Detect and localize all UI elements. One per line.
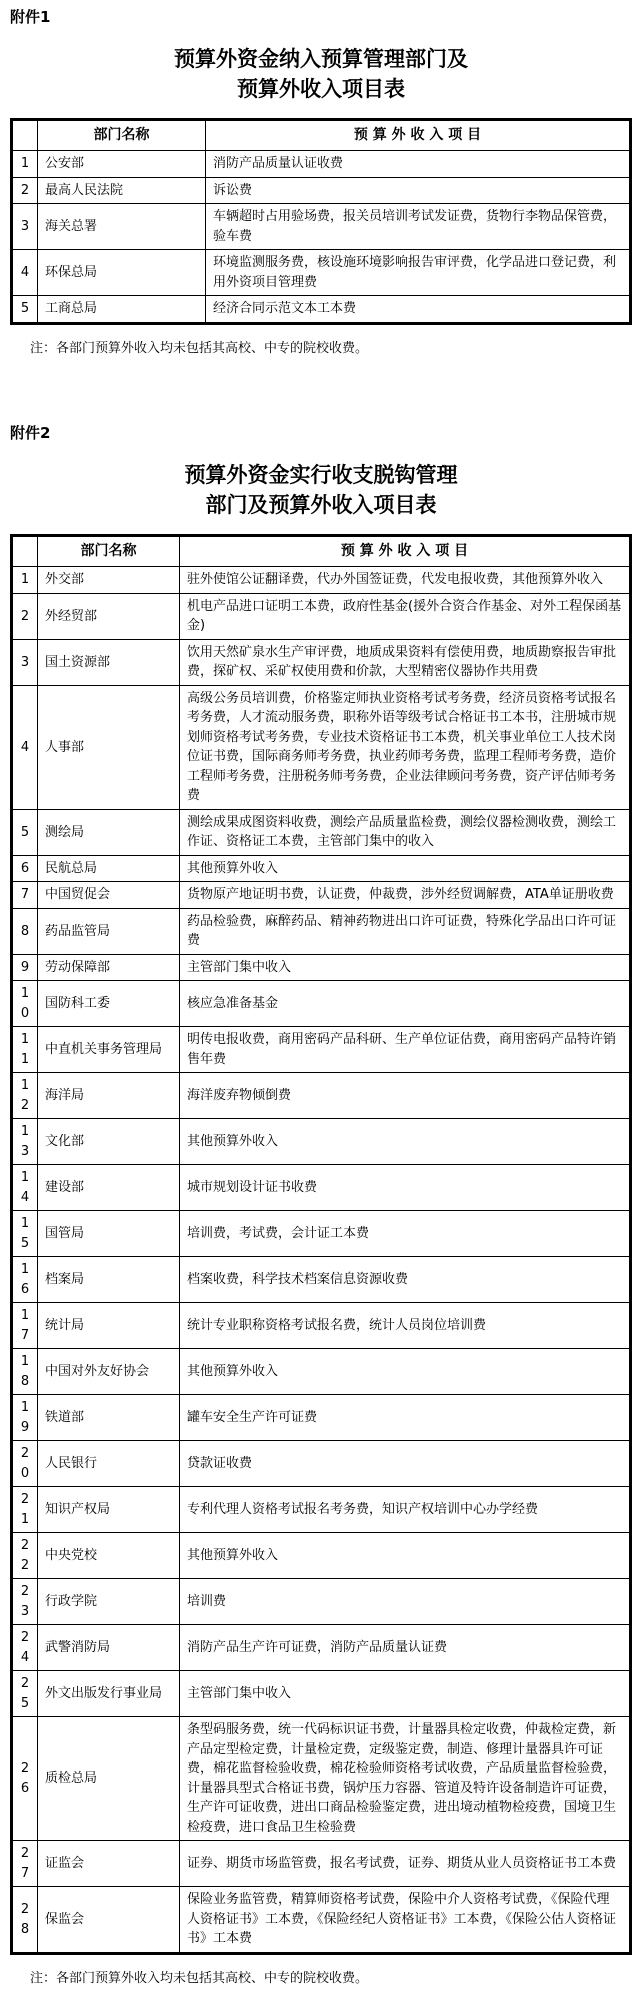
attachment-2-table <box>10 534 632 1955</box>
row-number-cell: 15 <box>12 1211 38 1257</box>
table-row <box>12 1487 631 1533</box>
income-items-cell: 饮用天然矿泉水生产审评费，地质成果资料有偿使用费，地质勘察报告审批费，探矿权、采矿权使用费和价款，大型精密仪器协作共用费 <box>180 639 631 685</box>
income-items-cell: 消防产品生产许可证费，消防产品质量认证费 <box>180 1625 631 1671</box>
table-header-row <box>12 120 631 151</box>
income-items-cell: 其他预算外收入 <box>180 1349 631 1395</box>
department-cell: 知识产权局 <box>38 1487 180 1533</box>
department-cell: 中央党校 <box>38 1533 180 1579</box>
row-number-cell: 4 <box>12 685 38 809</box>
income-items-cell: 城市规划设计证书收费 <box>180 1165 631 1211</box>
row-number-cell: 5 <box>12 296 38 324</box>
table-row <box>12 1395 631 1441</box>
attachment-1-label: 附件1 <box>10 8 51 26</box>
department-cell: 证监会 <box>38 1841 180 1887</box>
department-cell: 人事部 <box>38 685 180 809</box>
department-cell: 统计局 <box>38 1303 180 1349</box>
table-row <box>12 151 631 178</box>
income-items-cell: 其他预算外收入 <box>180 1119 631 1165</box>
department-cell: 外经贸部 <box>38 593 180 639</box>
department-cell: 质检总局 <box>38 1717 180 1841</box>
department-cell: 保监会 <box>38 1887 180 1954</box>
row-number-cell: 13 <box>12 1119 38 1165</box>
attachment-1-title <box>8 44 634 105</box>
row-number-cell: 1 <box>12 567 38 594</box>
income-items-cell: 海洋废弃物倾倒费 <box>180 1073 631 1119</box>
header-number-cell <box>12 536 38 567</box>
row-number-cell: 20 <box>12 1441 38 1487</box>
table-row <box>12 1027 631 1073</box>
table-row <box>12 1625 631 1671</box>
table-row <box>12 855 631 882</box>
row-number-cell: 2 <box>12 593 38 639</box>
income-items-cell: 保险业务监管费，精算师资格考试费，保险中介人资格考试费，《保险代理人资格证书》工本费，《保险经纪人资格证书》工本费，《保险公估人资格证书》工本费 <box>180 1887 631 1954</box>
income-items-cell: 条型码服务费，统一代码标识证书费，计量器具检定收费，仲裁检定费，新产品定型检定费，计量检定费，定级鉴定费，制造、修理计量器具许可证费，棉花监督检验收费，棉花检验师资格考试收费，产品质量监督检验费，计量器具型式合格证书费，锅炉压力容器、管道及特许设备制造许可证费，生产许可证收费，进出口商品检验鉴定费，进出境动植物检疫费，国境卫生检疫费，进口食品卫生检验费 <box>180 1717 631 1841</box>
table-row <box>12 1887 631 1954</box>
attachment-2-title-line-1: 预算外资金实行收支脱钩管理 <box>184 462 458 487</box>
row-number-cell: 8 <box>12 908 38 954</box>
table-row <box>12 1533 631 1579</box>
income-items-cell: 主管部门集中收入 <box>180 954 631 981</box>
row-number-cell: 26 <box>12 1717 38 1841</box>
income-items-cell: 明传电报收费，商用密码产品科研、生产单位证估费，商用密码产品特许销售年费 <box>180 1027 631 1073</box>
table-row <box>12 1579 631 1625</box>
table-row <box>12 177 631 204</box>
department-cell: 行政学院 <box>38 1579 180 1625</box>
income-items-cell: 其他预算外收入 <box>180 1533 631 1579</box>
income-items-cell: 专利代理人资格考试报名考务费，知识产权培训中心办学经费 <box>180 1487 631 1533</box>
attachment-2-note: 注：各部门预算外收入均未包括其高校、中专的院校收费。 <box>30 1970 369 1986</box>
department-cell: 铁道部 <box>38 1395 180 1441</box>
table-row <box>12 567 631 594</box>
header-income-items-cell: 预 算 外 收 入 项 目 <box>180 536 631 567</box>
income-items-cell: 经济合同示范文本工本费 <box>206 296 631 324</box>
header-department-cell: 部门名称 <box>38 536 180 567</box>
department-cell: 劳动保障部 <box>38 954 180 981</box>
department-cell: 档案局 <box>38 1257 180 1303</box>
department-cell: 民航总局 <box>38 855 180 882</box>
attachment-1-note: 注：各部门预算外收入均未包括其高校、中专的院校收费。 <box>30 340 369 356</box>
department-cell: 建设部 <box>38 1165 180 1211</box>
department-cell: 中国贸促会 <box>38 882 180 909</box>
row-number-cell: 18 <box>12 1349 38 1395</box>
row-number-cell: 19 <box>12 1395 38 1441</box>
row-number-cell: 22 <box>12 1533 38 1579</box>
header-income-items-cell: 预 算 外 收 入 项 目 <box>206 120 631 151</box>
row-number-cell: 3 <box>12 639 38 685</box>
attachment-2-title-line-2: 部门及预算外收入项目表 <box>205 493 437 517</box>
income-items-cell: 机电产品进口证明工本费，政府性基金(援外合资合作基金、对外工程保函基金) <box>180 593 631 639</box>
table-row <box>12 1257 631 1303</box>
attachment-2-title <box>8 460 634 521</box>
table-row <box>12 1841 631 1887</box>
table-row <box>12 1671 631 1717</box>
table-row <box>12 809 631 855</box>
department-cell: 武警消防局 <box>38 1625 180 1671</box>
table-row <box>12 1211 631 1257</box>
header-number-cell <box>12 120 38 151</box>
income-items-cell: 证券、期货市场监管费，报名考试费，证券、期货从业人员资格证书工本费 <box>180 1841 631 1887</box>
row-number-cell: 27 <box>12 1841 38 1887</box>
row-number-cell: 5 <box>12 809 38 855</box>
income-items-cell: 驻外使馆公证翻译费，代办外国签证费，代发电报收费，其他预算外收入 <box>180 567 631 594</box>
row-number-cell: 1 <box>12 151 38 178</box>
attachment-1-table <box>10 118 632 325</box>
table-row <box>12 1119 631 1165</box>
department-cell: 中国对外友好协会 <box>38 1349 180 1395</box>
row-number-cell: 6 <box>12 855 38 882</box>
table-row <box>12 296 631 324</box>
table-row <box>12 1717 631 1841</box>
income-items-cell: 档案收费，科学技术档案信息资源收费 <box>180 1257 631 1303</box>
department-cell: 最高人民法院 <box>38 177 206 204</box>
table-row <box>12 908 631 954</box>
table-row <box>12 685 631 809</box>
income-items-cell: 诉讼费 <box>206 177 631 204</box>
department-cell: 外文出版发行事业局 <box>38 1671 180 1717</box>
department-cell: 海关总署 <box>38 204 206 250</box>
table-row <box>12 1165 631 1211</box>
department-cell: 国管局 <box>38 1211 180 1257</box>
department-cell: 人民银行 <box>38 1441 180 1487</box>
table-row <box>12 1441 631 1487</box>
attachment-1-title-line-2: 预算外收入项目表 <box>237 76 405 101</box>
income-items-cell: 罐车安全生产许可证费 <box>180 1395 631 1441</box>
row-number-cell: 24 <box>12 1625 38 1671</box>
table-row <box>12 593 631 639</box>
department-cell: 国土资源部 <box>38 639 180 685</box>
income-items-cell: 消防产品质量认证收费 <box>206 151 631 178</box>
income-items-cell: 培训费，考试费，会计证工本费 <box>180 1211 631 1257</box>
department-cell: 工商总局 <box>38 296 206 324</box>
department-cell: 药品监管局 <box>38 908 180 954</box>
income-items-cell: 高级公务员培训费，价格鉴定师执业资格考试考务费，经济员资格考试报名考务费，人才流动服务费，职称外语等级考试合格证书工本书，注册城市规划师资格考试考务费，专业技术资格证书工本费，机关事业单位工人技术岗位证书费，国际商务师考务费，执业药师考务费，监理工程师考务费，造价工程师考务费，注册税务师考务费，企业法律顾问考务费，资产评估师考务费 <box>180 685 631 809</box>
table-row <box>12 204 631 250</box>
table-row <box>12 1349 631 1395</box>
income-items-cell: 车辆超时占用验场费，报关员培训考试发证费，货物行李物品保管费，验车费 <box>206 204 631 250</box>
row-number-cell: 23 <box>12 1579 38 1625</box>
department-cell: 环保总局 <box>38 250 206 296</box>
attachment-2-label: 附件2 <box>10 424 51 443</box>
header-department-cell: 部门名称 <box>38 120 206 151</box>
income-items-cell: 测绘成果成图资料收费，测绘产品质量监检费，测绘仪器检测收费，测绘工作证、资格证工本费，主管部门集中的收入 <box>180 809 631 855</box>
department-cell: 外交部 <box>38 567 180 594</box>
department-cell: 海洋局 <box>38 1073 180 1119</box>
table-row <box>12 954 631 981</box>
income-items-cell: 统计专业职称资格考试报名费，统计人员岗位培训费 <box>180 1303 631 1349</box>
department-cell: 公安部 <box>38 151 206 178</box>
row-number-cell: 12 <box>12 1073 38 1119</box>
attachment-1-title-line-1: 预算外资金纳入预算管理部门及 <box>174 46 468 71</box>
income-items-cell: 货物原产地证明书费，认证费，仲裁费，涉外经贸调解费，ATA单证册收费 <box>180 882 631 909</box>
department-cell: 文化部 <box>38 1119 180 1165</box>
income-items-cell: 药品检验费，麻醉药品、精神药物进出口许可证费，特殊化学品出口许可证费 <box>180 908 631 954</box>
row-number-cell: 14 <box>12 1165 38 1211</box>
table-row <box>12 882 631 909</box>
table-row <box>12 981 631 1027</box>
row-number-cell: 11 <box>12 1027 38 1073</box>
income-items-cell: 贷款证收费 <box>180 1441 631 1487</box>
income-items-cell: 其他预算外收入 <box>180 855 631 882</box>
department-cell: 国防科工委 <box>38 981 180 1027</box>
row-number-cell: 25 <box>12 1671 38 1717</box>
attachment-1-section <box>0 8 642 358</box>
attachment-2-section <box>0 424 642 1988</box>
row-number-cell: 3 <box>12 204 38 250</box>
row-number-cell: 10 <box>12 981 38 1027</box>
table-row <box>12 1303 631 1349</box>
row-number-cell: 2 <box>12 177 38 204</box>
income-items-cell: 核应急准备基金 <box>180 981 631 1027</box>
row-number-cell: 7 <box>12 882 38 909</box>
income-items-cell: 主管部门集中收入 <box>180 1671 631 1717</box>
table-header-row <box>12 536 631 567</box>
department-cell: 中直机关事务管理局 <box>38 1027 180 1073</box>
row-number-cell: 21 <box>12 1487 38 1533</box>
table-row <box>12 250 631 296</box>
row-number-cell: 4 <box>12 250 38 296</box>
row-number-cell: 9 <box>12 954 38 981</box>
income-items-cell: 培训费 <box>180 1579 631 1625</box>
row-number-cell: 16 <box>12 1257 38 1303</box>
row-number-cell: 17 <box>12 1303 38 1349</box>
row-number-cell: 28 <box>12 1887 38 1954</box>
table-row <box>12 639 631 685</box>
table-row <box>12 1073 631 1119</box>
income-items-cell: 环境监测服务费，核设施环境影响报告审评费，化学品进口登记费，利用外资项目管理费 <box>206 250 631 296</box>
department-cell: 测绘局 <box>38 809 180 855</box>
